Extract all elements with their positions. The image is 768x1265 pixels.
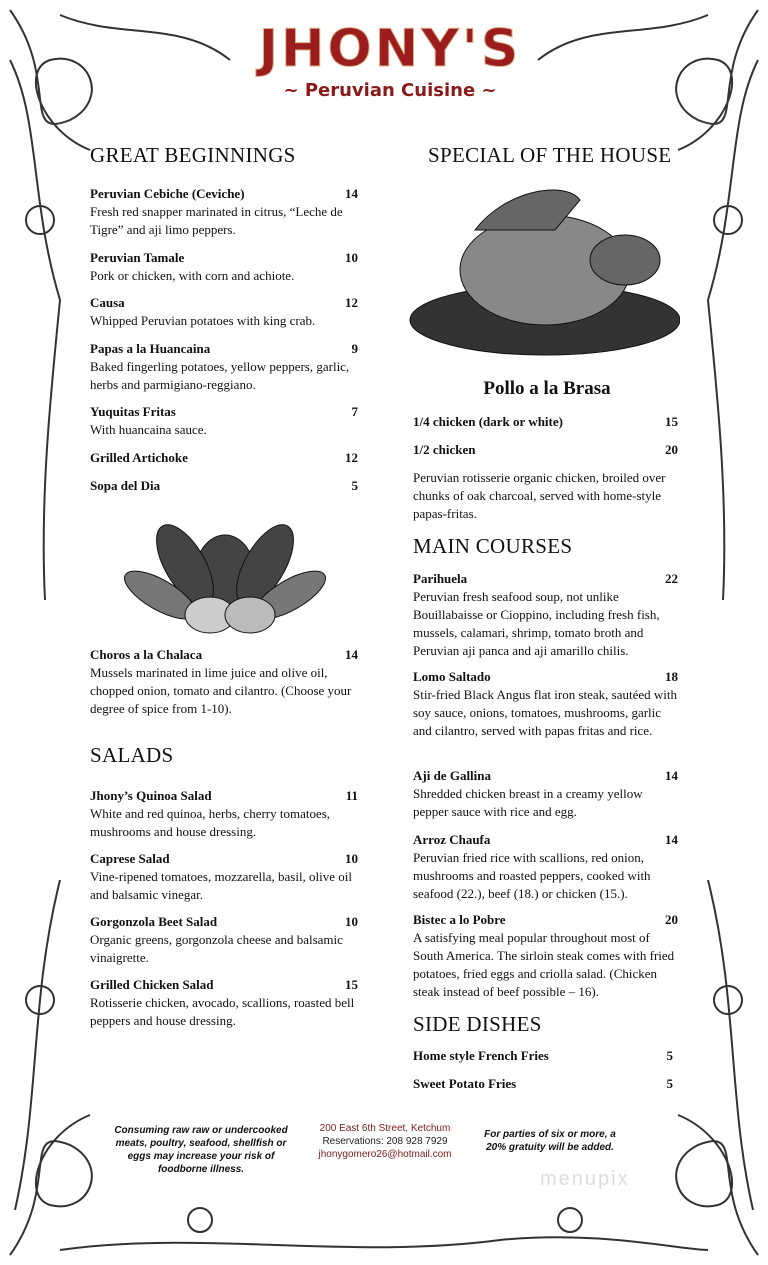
item-description: Stir-fried Black Angus flat iron steak, sautéed with soy sauce, onions, tomatoes, mushrooms, garlic and cilantro, served with papas fritas and rice. (413, 687, 678, 738)
menu-item (413, 441, 678, 459)
restaurant-logo (250, 18, 530, 102)
item-name: Causa (90, 295, 125, 310)
item-description: Pork or chicken, with corn and achiote. (90, 268, 295, 283)
item-description: Vine-ripened tomatoes, mozzarella, basil, olive oil and balsamic vinegar. (90, 869, 353, 902)
menu-item (413, 831, 678, 903)
item-name: Sopa del Dia (90, 478, 161, 493)
menu-item (413, 911, 678, 1001)
item-description: Shredded chicken breast in a creamy yellow pepper sauce with rice and egg. (413, 786, 643, 819)
logo-subtitle: ~ Peruvian Cuisine ~ (283, 80, 497, 101)
item-name: Grilled Artichoke (90, 450, 188, 465)
item-price: 20 (665, 912, 678, 927)
item-description: Whipped Peruvian potatoes with king crab. (90, 313, 316, 328)
item-price: 9 (351, 341, 358, 356)
item-price: 20 (665, 442, 678, 457)
menu-item (413, 767, 678, 821)
item-price: 5 (666, 1048, 673, 1063)
section-title-main-courses: MAIN COURSES (413, 534, 573, 558)
item-description: A satisfying meal popular throughout most of South America. The sirloin steak comes with fried potatoes, fried eggs and criolla salad. (Chicken steak instead of beef possible – 16). (413, 930, 675, 999)
item-name: Yuquitas Fritas (90, 404, 176, 419)
item-price: 5 (351, 478, 358, 493)
item-price: 14 (665, 832, 678, 847)
menu-item (90, 787, 358, 841)
item-name: Jhony’s Quinoa Salad (90, 788, 212, 803)
email: jhonygomero26@hotmail.com (318, 1149, 452, 1160)
item-description: Fresh red snapper marinated in citrus, “Leche de Tigre” and aji limo peppers. (90, 204, 343, 237)
item-description: Peruvian fried rice with scallions, red onion, mushrooms and roasted peppers, cooked with seafood (22.), beef (18.) or chicken (15.). (413, 850, 651, 901)
menu-item (413, 668, 678, 740)
item-price: 10 (345, 914, 358, 929)
menu-item (90, 976, 358, 1030)
item-name: Caprese Salad (90, 851, 170, 866)
gratuity-note: For parties of six or more, a 20% gratuity will be added. (484, 1129, 616, 1153)
menu-item (413, 570, 678, 660)
special-dish-name: Pollo a la Brasa (483, 378, 611, 399)
item-price: 5 (666, 1076, 673, 1091)
menu-item (413, 1075, 673, 1093)
food-safety-warning: Consuming raw raw or undercooked meats, poultry, seafood, shellfish or eggs may increase your risk of foodborne illness. (114, 1125, 288, 1175)
item-price: 15 (665, 414, 678, 429)
item-price: 12 (345, 450, 358, 465)
menu-item (90, 403, 358, 439)
item-description: With huancaina sauce. (90, 422, 207, 437)
item-name: Grilled Chicken Salad (90, 977, 214, 992)
menu-item (413, 413, 678, 431)
menu-item (90, 913, 358, 967)
section-title-great-beginnings: GREAT BEGINNINGS (90, 143, 296, 167)
item-price: 14 (345, 186, 358, 201)
item-name: Aji de Gallina (413, 768, 492, 783)
item-price: 14 (345, 647, 358, 662)
section-title-salads: SALADS (90, 743, 174, 767)
item-name: Lomo Saltado (413, 669, 491, 684)
item-description: White and red quinoa, herbs, cherry tomatoes, mushrooms and house dressing. (90, 806, 331, 839)
menu-item (413, 1047, 673, 1065)
menu-item (90, 646, 358, 718)
special-description (413, 469, 681, 523)
section-title-side-dishes: SIDE DISHES (413, 1012, 542, 1036)
item-description: Mussels marinated in lime juice and olive oil, chopped onion, tomato and cilantro. (Choose your degree of spice from 1-10). (90, 665, 352, 716)
item-description: Baked fingerling potatoes, yellow peppers, garlic, herbs and parmigiano-reggiano. (90, 359, 350, 392)
menu-item (90, 294, 358, 330)
item-description: Peruvian fresh seafood soup, not unlike Bouillabaisse or Cioppino, including fresh fish, mussels, calamari, shrimp, tomato broth and Peruvian aji panca and aji amarillo chilis. (413, 589, 660, 658)
item-name: Gorgonzola Beet Salad (90, 914, 218, 929)
item-name: Parihuela (413, 571, 468, 586)
item-price: 11 (345, 788, 358, 803)
item-name: Peruvian Cebiche (Ceviche) (90, 186, 245, 201)
item-price: 15 (345, 977, 358, 992)
roast-chicken-illustration (395, 170, 680, 370)
item-price: 12 (345, 295, 358, 310)
logo-name: JHONY'S (258, 19, 522, 79)
watermark: menupix (540, 1168, 630, 1190)
item-name: Sweet Potato Fries (413, 1076, 517, 1091)
item-description: Peruvian rotisserie organic chicken, broiled over chunks of oak charcoal, served with home-style papas-fritas. (413, 470, 666, 521)
item-name: Papas a la Huancaina (90, 341, 211, 356)
item-price: 22 (665, 571, 678, 586)
item-name: Choros a la Chalaca (90, 647, 203, 662)
contact-info (300, 1122, 470, 1161)
menu-item (90, 449, 358, 467)
item-description: Rotisserie chicken, avocado, scallions, roasted bell peppers and house dressing. (90, 995, 355, 1028)
item-name: Peruvian Tamale (90, 250, 185, 265)
menu-item (90, 850, 358, 904)
menu-item (90, 185, 358, 239)
item-name: Arroz Chaufa (413, 832, 491, 847)
item-price: 10 (345, 851, 358, 866)
item-price: 7 (351, 404, 358, 419)
item-name: Home style French Fries (413, 1048, 549, 1063)
item-name: 1/4 chicken (dark or white) (413, 414, 563, 429)
section-title-special: SPECIAL OF THE HOUSE (428, 143, 672, 167)
item-name: 1/2 chicken (413, 442, 476, 457)
reservations-phone: Reservations: 208 928 7929 (322, 1136, 448, 1147)
mussels-illustration (100, 485, 350, 645)
item-description: Organic greens, gorgonzola cheese and balsamic vinaigrette. (90, 932, 343, 965)
item-price: 18 (665, 669, 678, 684)
item-price: 14 (665, 768, 678, 783)
item-name: Bistec a lo Pobre (413, 912, 506, 927)
menu-item (90, 340, 358, 394)
item-price: 10 (345, 250, 358, 265)
address: 200 East 6th Street, Ketchum (319, 1123, 451, 1134)
menu-item (90, 249, 358, 285)
